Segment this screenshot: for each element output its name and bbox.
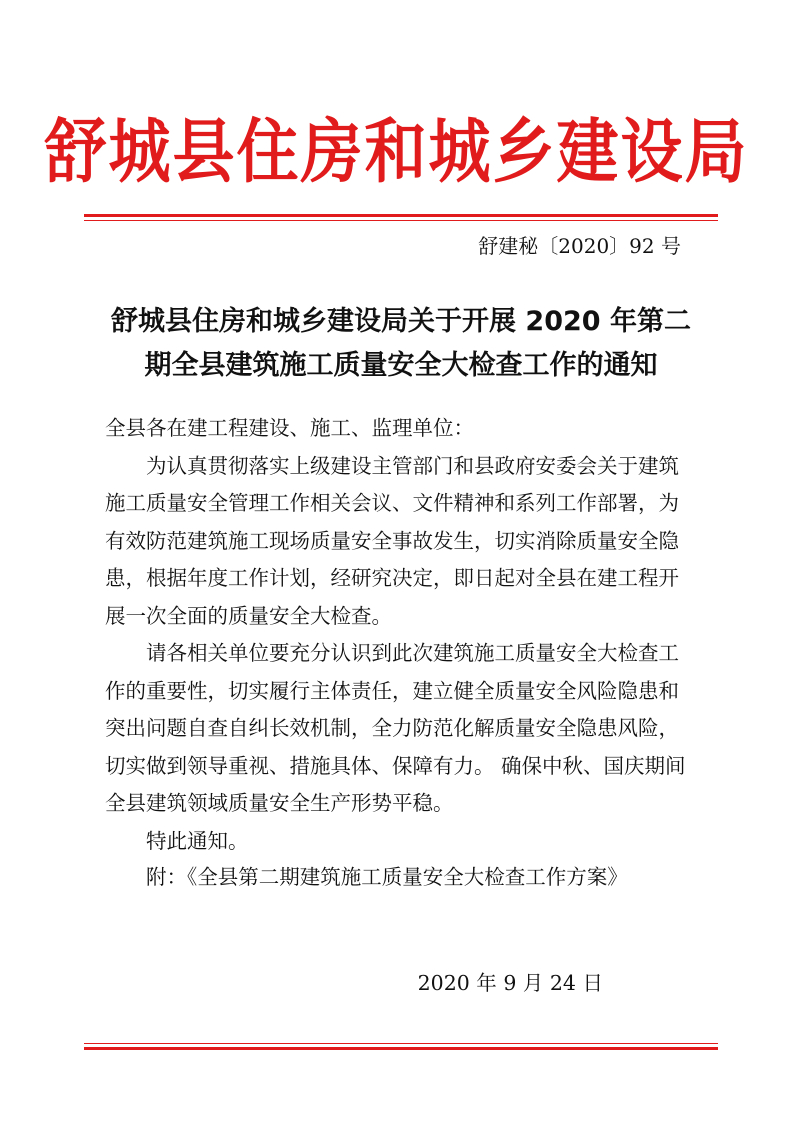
letterhead-rule-thin [84, 220, 718, 221]
document-title [84, 300, 718, 388]
letterhead-title: 舒城县住房和城乡建设局 [44, 110, 749, 193]
paragraph-2-line: 作的重要性，切实履行主体责任，建立健全质量安全风险隐患和 [105, 678, 679, 703]
closing-text: 特此通知。 [146, 828, 249, 853]
paragraph-1 [105, 448, 705, 636]
paragraph-2 [105, 635, 705, 823]
paragraph-1-line: 有效防范建筑施工现场质量安全事故发生，切实消除质量安全隐 [105, 528, 679, 553]
attachment-line: 附：《全县第二期建筑施工质量安全大检查工作方案》 [146, 865, 628, 889]
document-body [105, 410, 705, 860]
paragraph-2-line: 全县建筑领域质量安全生产形势平稳。 [105, 791, 454, 815]
letterhead-rule-thick [84, 214, 718, 217]
document-title-line-1: 舒城县住房和城乡建设局关于开展 2020 年第二 [111, 306, 691, 337]
paragraph-1-line: 施工质量安全管理工作相关会议、文件精神和系列工作部署，为 [105, 491, 679, 515]
footer-rule-thick [84, 1047, 718, 1050]
document-title-line-2: 期全县建筑施工质量安全大检查工作的通知 [144, 350, 658, 381]
paragraph-1-line: 为认真贯彻落实上级建设主管部门和县政府安委会关于建筑 [146, 453, 679, 478]
document-number: 舒建秘〔2020〕92 号 [478, 234, 681, 258]
paragraph-1-line: 患，根据年度工作计划，经研究决定，即日起对全县在建工程开 [105, 566, 679, 590]
paragraph-1-line: 展一次全面的质量安全大检查。 [105, 603, 392, 628]
paragraph-2-line: 突出问题自查自纠长效机制，全力防范化解质量安全隐患风险， [105, 716, 679, 740]
paragraph-2-line: 切实做到领导重视、措施具体、保障有力。 确保中秋、国庆期间 [105, 753, 686, 778]
footer-rule-thin [84, 1043, 718, 1044]
addressee: 全县各在建工程建设、施工、监理单位： [105, 416, 474, 440]
paragraph-2-line: 请各相关单位要充分认识到此次建筑施工质量安全大检查工 [146, 641, 679, 665]
issue-date: 2020 年 9 月 24 日 [417, 971, 603, 995]
